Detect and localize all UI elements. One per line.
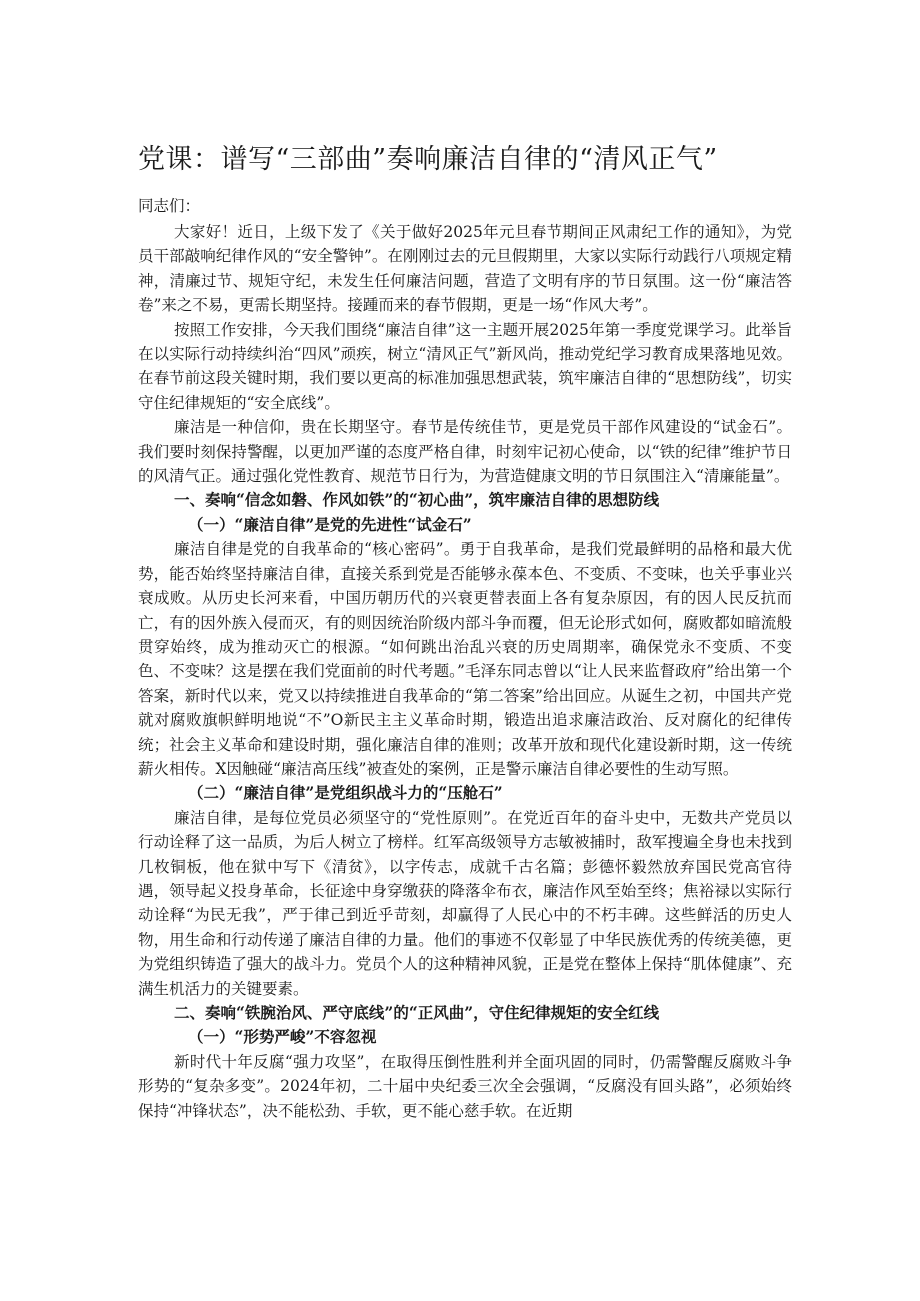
paragraph: 新时代十年反腐“强力攻坚”，在取得压倒性胜利并全面巩固的同时，仍需警醒反腐败斗争形势的“复杂多变”。2024年初，二十届中央纪委三次全会强调，“反腐没有回头路”，必须始终保持“冲锋状态”，决不能松劲、手软，更不能心慈手软。在近期	[138, 1052, 792, 1120]
subsection-heading: （一）“形势严峻”不容忽视	[188, 1027, 377, 1047]
paragraph: 廉洁是一种信仰，贵在长期坚守。春节是传统佳节，更是党员干部作风建设的“试金石”。我们要时刻保持警醒，以更加严谨的态度严格自律，时刻牢记初心使命，以“铁的纪律”维护节日的风清气正。通过强化党性教育、规范节日行为，为营造健康文明的节日氛围注入“清廉能量”。	[138, 418, 792, 486]
document-body	[138, 220, 792, 1123]
paragraph: 廉洁自律是党的自我革命的“核心密码”。勇于自我革命，是我们党最鲜明的品格和最大优势，能否始终坚持廉洁自律，直接关系到党是否能够永葆本色、不变质、不变味，也关乎事业兴衰成败。从历史长河来看，中国历朝历代的兴衰更替表面上各有复杂原因，有的因人民反抗而亡，有的因外族入侵而灭，有的则因统治阶级内部斗争而覆，但无论形式如何，腐败都如暗流般贯穿始终，成为推动灭亡的根源。“如何跳出治乱兴衰的历史周期率，确保党永不变质、不变色、不变味？这是摆在我们党面前的时代考题。”毛泽东同志曾以“让人民来监督政府”给出第一个答案，新时代以来，党又以持续推进自我革命的“第二答案”给出回应。从诞生之初，中国共产党就对腐败旗帜鲜明地说“不”O新民主主义革命时期，锻造出追求廉洁政治、反对腐化的纪律传统；社会主义革命和建设时期，强化廉洁自律的准则；改革开放和现代化建设新时期，这一传统薪火相传。X因触碰“廉洁高压线”被查处的案例，正是警示廉洁自律必要性的生动写照。	[138, 540, 792, 778]
paragraph: 廉洁自律，是每位党员必须坚守的“党性原则”。在党近百年的奋斗史中，无数共产党员以行动诠释了这一品质，为后人树立了榜样。红军高级领导方志敏被捕时，敌军搜遍全身也未找到几枚铜板，他在狱中写下《清贫》，以字传志，成就千古名篇；彭德怀毅然放弃国民党高官待遇，领导起义投身革命，长征途中身穿缴获的降落伞布衣，廉洁作风至始至终；焦裕禄以实际行动诠释“为民无我”，严于律己到近乎苛刻，却赢得了人民心中的不朽丰碑。这些鲜活的历史人物，用生命和行动传递了廉洁自律的力量。他们的事迹不仅彰显了中华民族优秀的传统美德，更为党组织铸造了强大的战斗力。党员个人的这种精神风貌，正是党在整体上保持“肌体健康”、充满生机活力的关键要素。	[138, 808, 792, 998]
subsection-heading: （二）“廉洁自律”是党组织战斗力的“压舱石”	[188, 783, 503, 803]
subsection-heading: （一）“廉洁自律”是党的先进性“试金石”	[188, 514, 472, 534]
section-heading: 一、奏响“信念如磐、作风如铁”的“初心曲”，筑牢廉洁自律的思想防线	[174, 490, 660, 510]
paragraph: 按照工作安排，今天我们围绕“廉洁自律”这一主题开展2025年第一季度党课学习。此举旨在以实际行动持续纠治“四风”顽疾，树立“清风正气”新风尚，推动党纪学习教育成果落地见效。在春节前这段关键时期，我们要以更高的标准加强思想武装，筑牢廉洁自律的“思想防线”，切实守住纪律规矩的“安全底线”。	[138, 320, 792, 412]
document-title: 党课：谱写“三部曲”奏响廉洁自律的“清风正气”	[138, 144, 718, 175]
salutation: 同志们：	[138, 197, 201, 215]
section-heading: 二、奏响“铁腕治风、严守底线”的“正风曲”，守住纪律规矩的安全红线	[174, 1003, 660, 1022]
document-page	[138, 140, 792, 1123]
paragraph: 大家好！近日，上级下发了《关于做好2025年元旦春节期间正风肃纪工作的通知》，为党员干部敲响纪律作风的“安全警钟”。在刚刚过去的元旦假期里，大家以实际行动践行八项规定精神，清廉过节、规矩守纪，未发生任何廉洁问题，营造了文明有序的节日氛围。这一份“廉洁答卷”来之不易，更需长期坚持。接踵而来的春节假期，更是一场“作风大考”。	[138, 223, 792, 315]
